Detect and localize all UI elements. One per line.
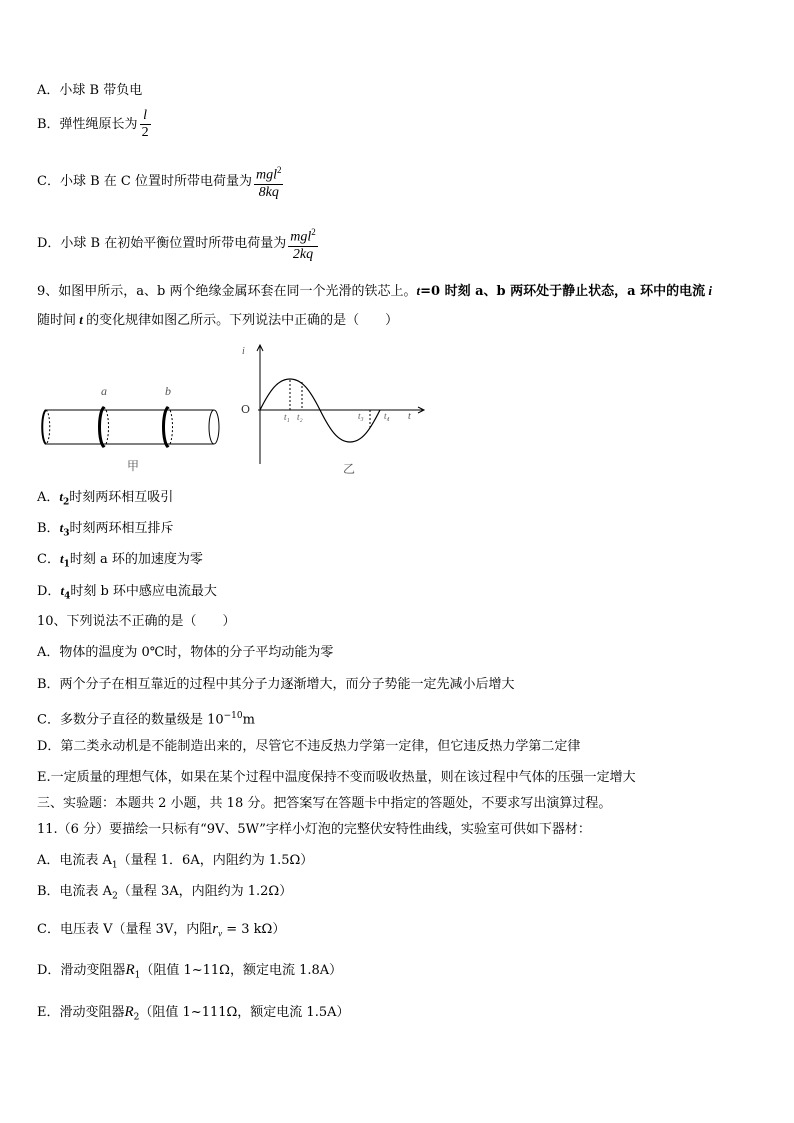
q11-option-c <box>37 920 285 943</box>
q9-option-a <box>37 488 173 512</box>
q9-stem-line2 <box>37 311 398 330</box>
label-ring-a: a <box>101 384 107 398</box>
q11-option-d-r: R <box>125 962 135 978</box>
q10-option-c-exponent: −10 <box>223 711 243 721</box>
q10-option-a: A．物体的温度为 0℃时，物体的分子平均动能为零 <box>37 645 334 660</box>
q9-option-d-text: 时刻 b 环中感应电流最大 <box>70 584 217 599</box>
superscript: 2 <box>311 227 316 237</box>
label-axis-i: i <box>242 346 245 357</box>
q9-figure <box>38 340 438 480</box>
q9-option-a-sub: 2 <box>63 497 70 508</box>
q9-stem-t: t <box>76 312 87 327</box>
q11-stem: 11.（6 分）要描绘一只标有“9V、5W”字样小灯泡的完整伏安特性曲线，实验室可供如下器材： <box>37 822 591 837</box>
label-t1: t₁ <box>284 412 290 422</box>
q11-option-a <box>37 852 313 875</box>
q9-option-d <box>37 582 217 606</box>
q8-option-d <box>37 224 318 263</box>
q11-option-e-spec: （阻值 1~111Ω，额定电流 1.5A） <box>139 1005 350 1020</box>
q11-option-c-rsub: v <box>218 928 223 939</box>
q9-option-b <box>37 519 173 543</box>
q11-option-e <box>37 1003 350 1027</box>
q9-option-a-t: t <box>59 489 64 504</box>
q8-option-c-text: C．小球 B 在 C 位置时所带电荷量为 <box>37 173 252 189</box>
q11-option-b-sub: 2 <box>112 891 118 902</box>
q9-option-a-text: 时刻两环相互吸引 <box>69 490 174 505</box>
label-t3: t₃ <box>358 411 364 421</box>
q11-option-e-text: E．滑动变阻器 <box>37 1005 125 1020</box>
q9-option-b-text: 时刻两环相互排斥 <box>69 521 174 536</box>
fraction-mgl2-over-8kq <box>254 162 284 201</box>
q10-option-c-text: C．多数分子直径的数量级是 10 <box>37 712 224 728</box>
q9-option-b-sub: 3 <box>63 528 70 539</box>
fraction-numerator-text: mgl <box>255 167 277 183</box>
q11-option-b-spec: （量程 3A，内阻约为 1.2Ω） <box>117 884 293 899</box>
q11-option-b-text: B．电流表 A <box>37 884 113 899</box>
q9-stem-text-4: 的变化规律如图乙所示。下列说法中正确的是（ ） <box>86 313 399 328</box>
fraction-denominator: 2kq <box>288 246 318 263</box>
q8-option-b <box>37 108 151 141</box>
fraction-denominator: 2 <box>141 125 149 140</box>
ring-a <box>100 407 109 447</box>
q9-option-d-sub: 4 <box>64 591 71 602</box>
current-graph <box>257 345 424 464</box>
q11-option-d-spec: （阻值 1~11Ω，额定电流 1.8A） <box>140 963 343 978</box>
q9-stem-text-2: =0 时刻 a、b 两环处于静止状态，a 环中的电流 <box>420 284 706 299</box>
fraction-numerator-text: mgl <box>290 229 312 245</box>
q9-stem-text-1: 9、如图甲所示，a、b 两个绝缘金属环套在同一个光滑的铁芯上。 <box>37 284 417 299</box>
fraction-numerator <box>288 224 318 246</box>
q11-option-a-text: A．电流表 A <box>37 853 112 868</box>
q9-option-c-label: C． <box>37 552 60 567</box>
q9-option-d-t: t <box>60 583 65 598</box>
q11-option-c-r: r <box>212 921 219 937</box>
q9-option-c-text: 时刻 a 环的加速度为零 <box>69 552 203 567</box>
fraction-numerator <box>254 162 284 184</box>
q8-option-a: A．小球 B 带负电 <box>37 83 143 98</box>
q11-option-e-r: R <box>124 1004 134 1020</box>
label-origin: O <box>241 403 251 416</box>
q9-stem-text-3: 随时间 <box>37 313 77 328</box>
q10-option-d: D．第二类永动机是不能制造出来的，尽管它不违反热力学第一定律，但它违反热力学第二定律 <box>37 739 581 754</box>
label-jia: 甲 <box>127 459 140 473</box>
q8-option-d-text: D．小球 B 在初始平衡位置时所带电荷量为 <box>37 235 287 251</box>
fraction-numerator: l <box>143 108 147 123</box>
label-yi: 乙 <box>343 462 356 476</box>
q9-option-b-label: B． <box>37 521 60 536</box>
q9-option-b-t: t <box>59 520 64 535</box>
q9-option-d-label: D． <box>37 584 61 599</box>
q9-option-c <box>37 550 203 574</box>
label-axis-t: t <box>408 411 411 422</box>
q9-stem-t0: t <box>416 283 421 298</box>
q9-option-c-sub: 1 <box>63 559 70 570</box>
q10-option-c-unit: m <box>242 712 255 728</box>
q11-option-d <box>37 961 342 985</box>
q11-option-a-sub: 1 <box>111 860 118 871</box>
q9-stem-i: i <box>705 283 712 298</box>
fraction-l-over-2 <box>140 108 151 141</box>
q11-option-b <box>37 883 292 906</box>
q11-option-c-text: C．电压表 V（量程 3V，内阻 <box>37 922 213 937</box>
q11-option-d-text: D．滑动变阻器 <box>37 963 126 978</box>
q9-option-c-t: t <box>59 551 64 566</box>
superscript: 2 <box>276 165 282 175</box>
ring-b <box>164 407 173 447</box>
section-3-heading: 三、实验题：本题共 2 小题，共 18 分。把答案写在答题卡中指定的答题处，不要求写出演算过程。 <box>37 796 612 811</box>
q10-option-c <box>37 707 255 729</box>
q9-figure-svg <box>38 340 438 480</box>
q8-option-b-text: B．弹性绳原长为 <box>37 117 138 132</box>
q8-option-c <box>37 162 283 201</box>
label-t4: t₄ <box>384 411 390 421</box>
fraction-denominator: 8kq <box>254 184 284 201</box>
fraction-mgl2-over-2kq <box>288 224 318 263</box>
q10-option-e: E.一定质量的理想气体，如果在某个过程中温度保持不变而吸收热量，则在该过程中气体的压强一定增大 <box>37 770 636 785</box>
q10-option-b: B．两个分子在相互靠近的过程中其分子力逐渐增大，而分子势能一定先减小后增大 <box>37 677 515 692</box>
q9-stem-line1 <box>37 282 712 301</box>
q9-option-a-label: A． <box>37 490 60 505</box>
label-t2: t₂ <box>297 412 303 422</box>
iron-core-cylinder <box>42 410 219 444</box>
q11-option-e-rsub: 2 <box>133 1012 140 1023</box>
q10-stem: 10、下列说法不正确的是（ ） <box>37 614 236 629</box>
label-ring-b: b <box>165 384 171 398</box>
q11-option-a-spec: （量程 1．6A，内阻约为 1.5Ω） <box>117 853 314 868</box>
q11-option-d-rsub: 1 <box>134 970 141 981</box>
q11-option-c-spec: = 3 kΩ） <box>222 922 286 937</box>
